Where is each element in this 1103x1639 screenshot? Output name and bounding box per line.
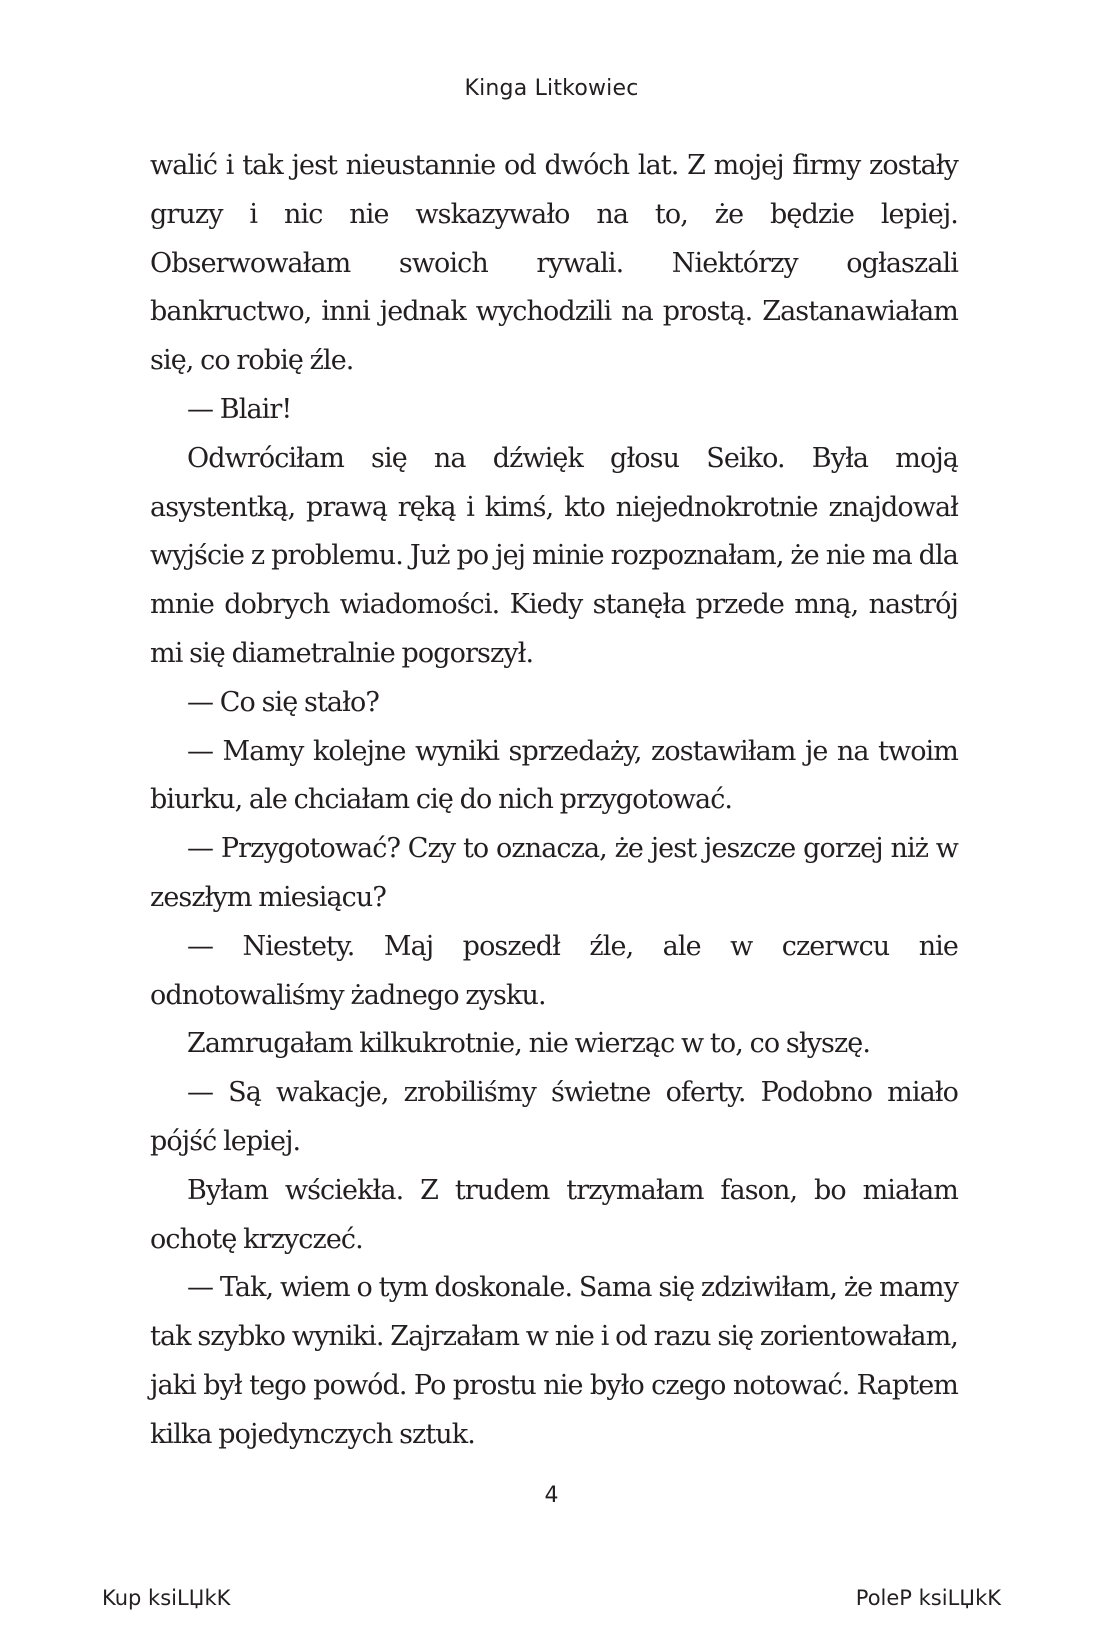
paragraph: — Przygotować? Czy to oznacza, że jest jeszcze gorzej niż w zeszłym miesiącu? (150, 833, 958, 913)
recommend-book-link[interactable]: PoleP ksiLЏkK (855, 1586, 1001, 1610)
paragraph: Odwróciłam się na dźwięk głosu Seiko. Była moją asystentką, prawą ręką i kimś, kto niejednokrotnie znajdował wyjście z problemu. Już po jej minie rozpoznałam, że nie ma dla mnie dobrych wiadomości. Kiedy stanęła przede mną, nastrój mi się diametralnie pogorszył. (150, 442, 958, 669)
paragraph: Byłam wściekła. Z trudem trzymałam fason, bo miałam ochotę krzyczeć. (150, 1174, 958, 1255)
paragraph: — Co się stało? (187, 686, 379, 718)
paragraph: — Blair! (187, 393, 292, 425)
paragraph: — Mamy kolejne wyniki sprzedaży, zostawiłam je na twoim biurku, ale chciałam cię do nich przygotować. (150, 735, 958, 816)
paragraph: Zamrugałam kilkukrotnie, nie wierząc w to, co słyszę. (187, 1028, 871, 1060)
paragraph: — Tak, wiem o tym doskonale. Sama się zdziwiłam, że mamy tak szybko wyniki. Zajrzałam w nie i od razu się zorientowałam, jaki był tego powód. Po prostu nie było czego notować. Raptem kilka pojedynczych sztuk. (150, 1272, 958, 1450)
running-header-author: Kinga Litkowiec (464, 76, 639, 101)
buy-book-link[interactable]: Kup ksiLЏkK (102, 1586, 231, 1610)
body-text (150, 142, 958, 1460)
paragraph: — Niestety. Maj poszedł źle, ale w czerwcu nie odnotowaliśmy żadnego zysku. (150, 930, 958, 1011)
paragraph: walić i tak jest nieustannie od dwóch lat. Z mojej firmy zostały gruzy i nic nie wskazywało na to, że będzie lepiej. Obserwowałam swoich rywali. Niektórzy ogłaszali bankructwo, inni jednak wychodzili na prostą. Zastanawiałam się, co robię źle. (150, 150, 958, 377)
paragraph: — Są wakacje, zrobiliśmy świetne oferty. Podobno miało pójść lepiej. (150, 1077, 958, 1157)
page-number: 4 (544, 1483, 559, 1508)
